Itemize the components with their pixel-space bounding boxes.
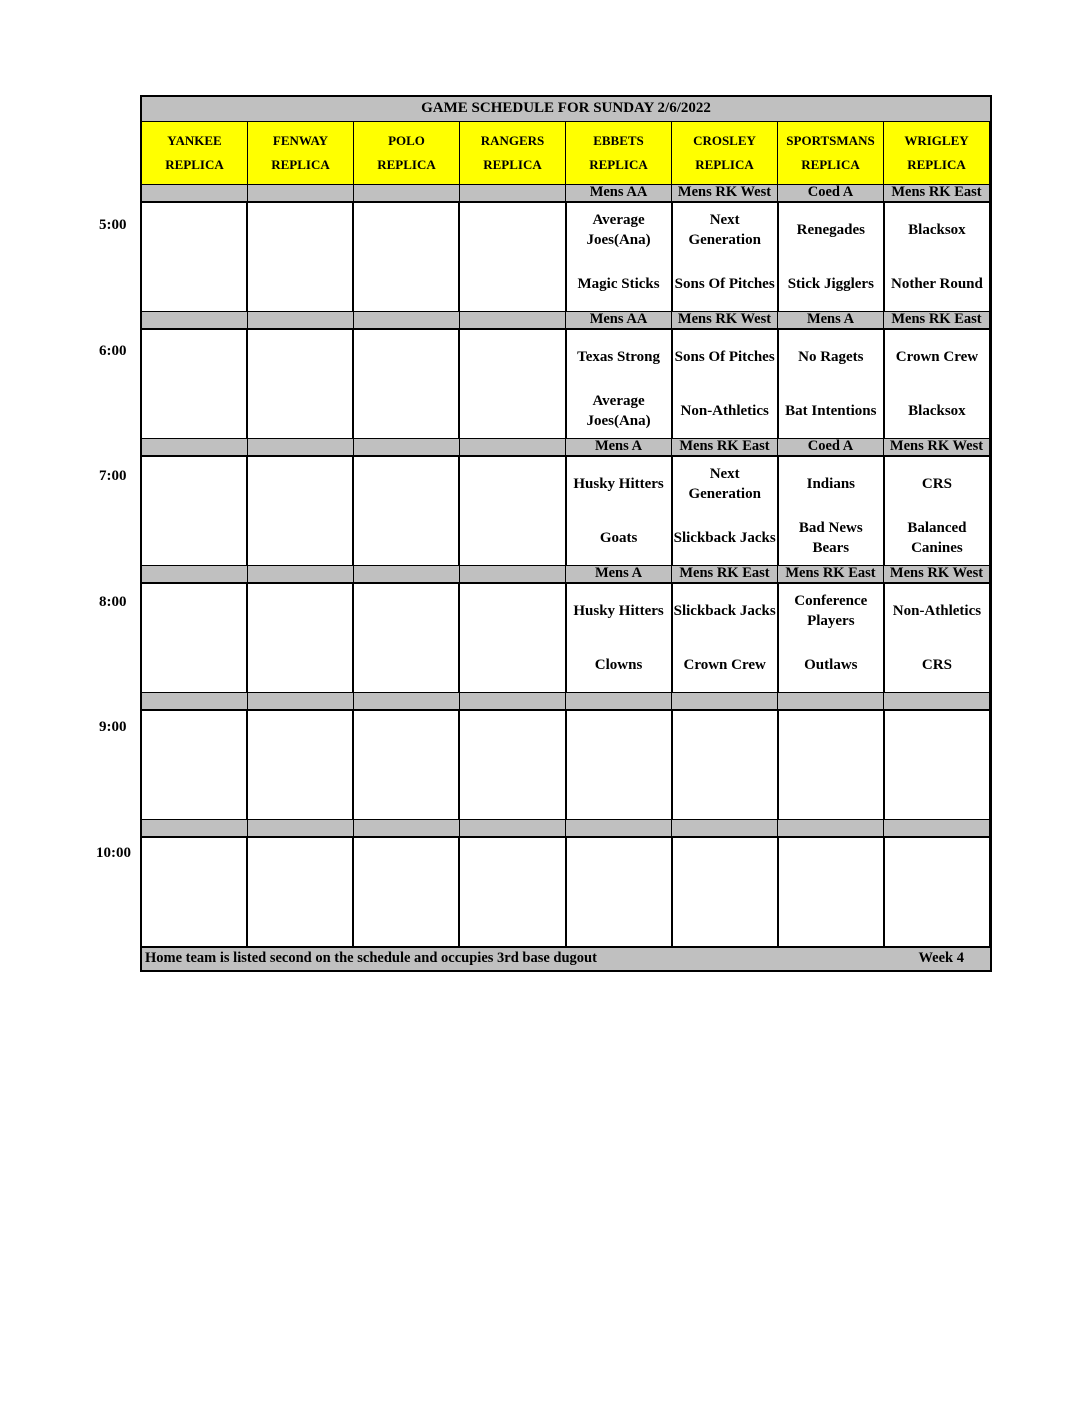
division-label: [142, 693, 248, 709]
game-cell: [248, 711, 354, 819]
game-cell: [567, 457, 673, 565]
field-sub: REPLICA: [271, 157, 330, 172]
away-team: Non-Athletics: [892, 603, 982, 619]
home-team: [248, 384, 352, 438]
game-cell: [885, 584, 991, 692]
field-header: [248, 122, 354, 184]
field-sub: REPLICA: [377, 157, 436, 172]
away-team: Blacksox: [908, 222, 966, 238]
away-team: [248, 584, 352, 638]
division-label: Mens RK West: [884, 566, 990, 582]
away-team: [460, 457, 564, 511]
away-team: CRS: [921, 476, 952, 492]
field-name: SPORTSMANS: [786, 133, 875, 148]
away-team: [460, 584, 564, 638]
away-team: [779, 711, 883, 765]
game-cell: [673, 330, 779, 438]
field-name: FENWAY: [272, 133, 329, 148]
footer-bar: [140, 946, 992, 972]
field-sub: REPLICA: [907, 157, 966, 172]
field-name: RANGERS: [480, 133, 545, 148]
away-team: [248, 457, 352, 511]
home-team: [673, 765, 777, 819]
division-label: Mens RK West: [884, 439, 990, 455]
division-label: [566, 820, 672, 836]
home-team: [354, 257, 458, 311]
home-team: [142, 892, 246, 946]
division-label: Mens RK East: [884, 185, 990, 201]
game-cell: [567, 330, 673, 438]
home-team: [885, 892, 989, 946]
time-label: 8:00: [99, 593, 127, 610]
game-cell: [142, 584, 248, 692]
game-row: [140, 584, 992, 692]
game-cell: [885, 711, 991, 819]
away-team: [248, 711, 352, 765]
division-label: [672, 820, 778, 836]
away-team: [142, 711, 246, 765]
division-label: [354, 439, 460, 455]
division-label: [248, 312, 354, 328]
game-cell: [673, 203, 779, 311]
away-team: [354, 584, 458, 638]
home-team: Stick Jigglers: [787, 276, 874, 292]
field-name: WRIGLEY: [904, 133, 969, 148]
game-cell: [779, 584, 885, 692]
division-label: [354, 312, 460, 328]
time-label: 9:00: [99, 719, 127, 735]
division-label: [460, 439, 566, 455]
division-label: Mens RK East: [884, 312, 990, 328]
field-header: [460, 122, 566, 184]
game-cell: [567, 584, 673, 692]
division-label: Mens AA: [566, 312, 672, 328]
away-team: [885, 711, 989, 765]
field-header-row: [140, 122, 992, 184]
game-cell: [779, 711, 885, 819]
game-cell: [142, 330, 248, 438]
home-team: [142, 765, 246, 819]
home-team: [567, 892, 671, 946]
division-label: [248, 185, 354, 201]
game-cell: [885, 838, 991, 946]
game-row: [140, 711, 992, 819]
week-label: Week 4: [918, 950, 964, 966]
division-label: [248, 693, 354, 709]
home-team: Outlaws: [804, 657, 858, 673]
division-label: Mens RK East: [778, 566, 884, 582]
game-cell: [460, 330, 566, 438]
home-team: [142, 511, 246, 565]
game-cell: [460, 711, 566, 819]
away-team: [567, 838, 671, 892]
division-label: [248, 439, 354, 455]
away-team: [142, 838, 246, 892]
division-label: [672, 693, 778, 709]
division-row: [140, 438, 992, 457]
game-cell: [354, 838, 460, 946]
away-team: [779, 838, 883, 892]
division-label: [248, 566, 354, 582]
away-team: [248, 203, 352, 257]
game-cell: [673, 838, 779, 946]
division-label: [354, 566, 460, 582]
division-label: [460, 820, 566, 836]
footer-note: Home team is listed second on the schedule and occupies 3rd base dugout: [145, 950, 597, 966]
field-header: [884, 122, 990, 184]
home-team: [248, 638, 352, 692]
division-row: [140, 692, 992, 711]
away-team: Conference Players: [794, 593, 868, 629]
game-cell: [460, 203, 566, 311]
time-slots: [140, 184, 992, 946]
game-cell: [248, 457, 354, 565]
page-title: GAME SCHEDULE FOR SUNDAY 2/6/2022: [140, 95, 992, 122]
division-label: [884, 820, 990, 836]
away-team: [673, 838, 777, 892]
away-team: [354, 457, 458, 511]
home-team: Goats: [599, 530, 638, 546]
field-header: [672, 122, 778, 184]
game-cell: [354, 711, 460, 819]
division-row: [140, 565, 992, 584]
away-team: [248, 330, 352, 384]
home-team: [460, 765, 564, 819]
home-team: [354, 765, 458, 819]
field-sub: REPLICA: [801, 157, 860, 172]
away-team: [885, 838, 989, 892]
division-label: [460, 312, 566, 328]
division-label: Coed A: [778, 439, 884, 455]
division-label: [142, 185, 248, 201]
game-cell: [779, 838, 885, 946]
game-row: [140, 330, 992, 438]
division-label: Mens RK West: [672, 312, 778, 328]
away-team: [142, 457, 246, 511]
away-team: [142, 330, 246, 384]
game-cell: [354, 457, 460, 565]
away-team: [354, 711, 458, 765]
away-team: [142, 203, 246, 257]
division-label: Mens RK East: [672, 566, 778, 582]
game-cell: [142, 711, 248, 819]
home-team: Blacksox: [908, 403, 966, 419]
away-team: [354, 203, 458, 257]
game-cell: [779, 457, 885, 565]
game-row: [140, 838, 992, 946]
home-team: Slickback Jacks: [673, 530, 776, 546]
home-team: [885, 765, 989, 819]
game-cell: [460, 584, 566, 692]
away-team: Renegades: [796, 222, 865, 238]
game-cell: [779, 330, 885, 438]
away-team: Texas Strong: [577, 349, 661, 365]
field-sub: REPLICA: [695, 157, 754, 172]
schedule-grid: [140, 95, 992, 972]
game-cell: [142, 838, 248, 946]
home-team: Nother Round: [891, 276, 983, 292]
home-team: [142, 384, 246, 438]
home-team: [354, 384, 458, 438]
field-sub: REPLICA: [165, 157, 224, 172]
away-team: [460, 838, 564, 892]
away-team: Husky Hitters: [573, 603, 664, 619]
game-cell: [779, 203, 885, 311]
game-cell: [248, 330, 354, 438]
away-team: Husky Hitters: [573, 476, 664, 492]
division-label: Mens AA: [566, 185, 672, 201]
home-team: [248, 892, 352, 946]
division-label: [460, 566, 566, 582]
home-team: [460, 257, 564, 311]
division-label: Coed A: [778, 185, 884, 201]
game-cell: [142, 203, 248, 311]
time-label: 10:00: [96, 844, 131, 861]
game-cell: [673, 584, 779, 692]
division-label: [460, 185, 566, 201]
game-cell: [885, 203, 991, 311]
home-team: Crown Crew: [683, 657, 766, 673]
away-team: Indians: [806, 476, 855, 492]
home-team: Clowns: [594, 657, 643, 673]
division-label: [142, 820, 248, 836]
game-cell: [567, 838, 673, 946]
field-name: POLO: [388, 133, 425, 148]
field-header: [354, 122, 460, 184]
game-cell: [885, 457, 991, 565]
division-label: [460, 693, 566, 709]
away-team: [567, 711, 671, 765]
division-label: [354, 185, 460, 201]
game-row: [140, 457, 992, 565]
time-label: 7:00: [99, 468, 127, 484]
away-team: Sons Of Pitches: [674, 349, 775, 365]
home-team: Average Joes(Ana): [586, 393, 651, 429]
away-team: [354, 330, 458, 384]
game-cell: [673, 457, 779, 565]
away-team: No Ragets: [798, 349, 864, 365]
home-team: [142, 638, 246, 692]
away-team: Next Generation: [688, 212, 761, 248]
field-sub: REPLICA: [483, 157, 542, 172]
division-label: [778, 820, 884, 836]
division-label: [778, 693, 884, 709]
away-team: Crown Crew: [895, 349, 979, 365]
home-team: [248, 511, 352, 565]
home-team: Bad News Bears: [798, 520, 863, 556]
game-cell: [567, 711, 673, 819]
division-label: [566, 693, 672, 709]
home-team: [567, 765, 671, 819]
division-label: Mens A: [566, 566, 672, 582]
away-team: Next Generation: [688, 466, 761, 502]
away-team: Average Joes(Ana): [586, 212, 651, 248]
division-row: [140, 311, 992, 330]
game-cell: [885, 330, 991, 438]
game-cell: [354, 330, 460, 438]
game-cell: [248, 203, 354, 311]
division-label: [142, 312, 248, 328]
field-sub: REPLICA: [589, 157, 648, 172]
home-team: [142, 257, 246, 311]
division-label: Mens A: [778, 312, 884, 328]
away-team: [460, 711, 564, 765]
field-name: CROSLEY: [693, 133, 756, 148]
away-team: [354, 838, 458, 892]
game-cell: [567, 203, 673, 311]
home-team: Bat Intentions: [785, 403, 877, 419]
division-label: [354, 693, 460, 709]
home-team: Balanced Canines: [907, 520, 967, 556]
home-team: [779, 765, 883, 819]
division-label: Mens RK West: [672, 185, 778, 201]
division-label: [884, 693, 990, 709]
home-team: [354, 511, 458, 565]
home-team: [354, 638, 458, 692]
away-team: [248, 838, 352, 892]
away-team: [673, 711, 777, 765]
home-team: [354, 892, 458, 946]
away-team: [142, 584, 246, 638]
home-team: [779, 892, 883, 946]
home-team: [460, 511, 564, 565]
home-team: Magic Sticks: [577, 276, 660, 292]
away-team: Slickback Jacks: [673, 603, 776, 619]
home-team: Non-Athletics: [680, 403, 769, 419]
time-label: 5:00: [99, 217, 127, 233]
field-name: EBBETS: [593, 133, 644, 148]
away-team: [460, 330, 564, 384]
game-cell: [460, 457, 566, 565]
game-cell: [248, 584, 354, 692]
division-label: [248, 820, 354, 836]
division-label: Mens RK East: [672, 439, 778, 455]
time-label: 6:00: [99, 342, 127, 359]
home-team: [248, 257, 352, 311]
home-team: [460, 892, 564, 946]
division-label: [142, 439, 248, 455]
division-row: [140, 184, 992, 203]
division-row: [140, 819, 992, 838]
game-cell: [248, 838, 354, 946]
home-team: [460, 384, 564, 438]
game-cell: [354, 584, 460, 692]
home-team: CRS: [921, 657, 952, 673]
game-cell: [354, 203, 460, 311]
field-name: YANKEE: [167, 133, 222, 148]
field-header: [142, 122, 248, 184]
game-row: [140, 203, 992, 311]
home-team: Sons Of Pitches: [674, 276, 775, 292]
home-team: [248, 765, 352, 819]
game-cell: [142, 457, 248, 565]
division-label: Mens A: [566, 439, 672, 455]
division-label: [142, 566, 248, 582]
home-team: [673, 892, 777, 946]
game-cell: [673, 711, 779, 819]
division-label: [354, 820, 460, 836]
field-header: [566, 122, 672, 184]
home-team: [460, 638, 564, 692]
field-header: [778, 122, 884, 184]
away-team: [460, 203, 564, 257]
game-cell: [460, 838, 566, 946]
